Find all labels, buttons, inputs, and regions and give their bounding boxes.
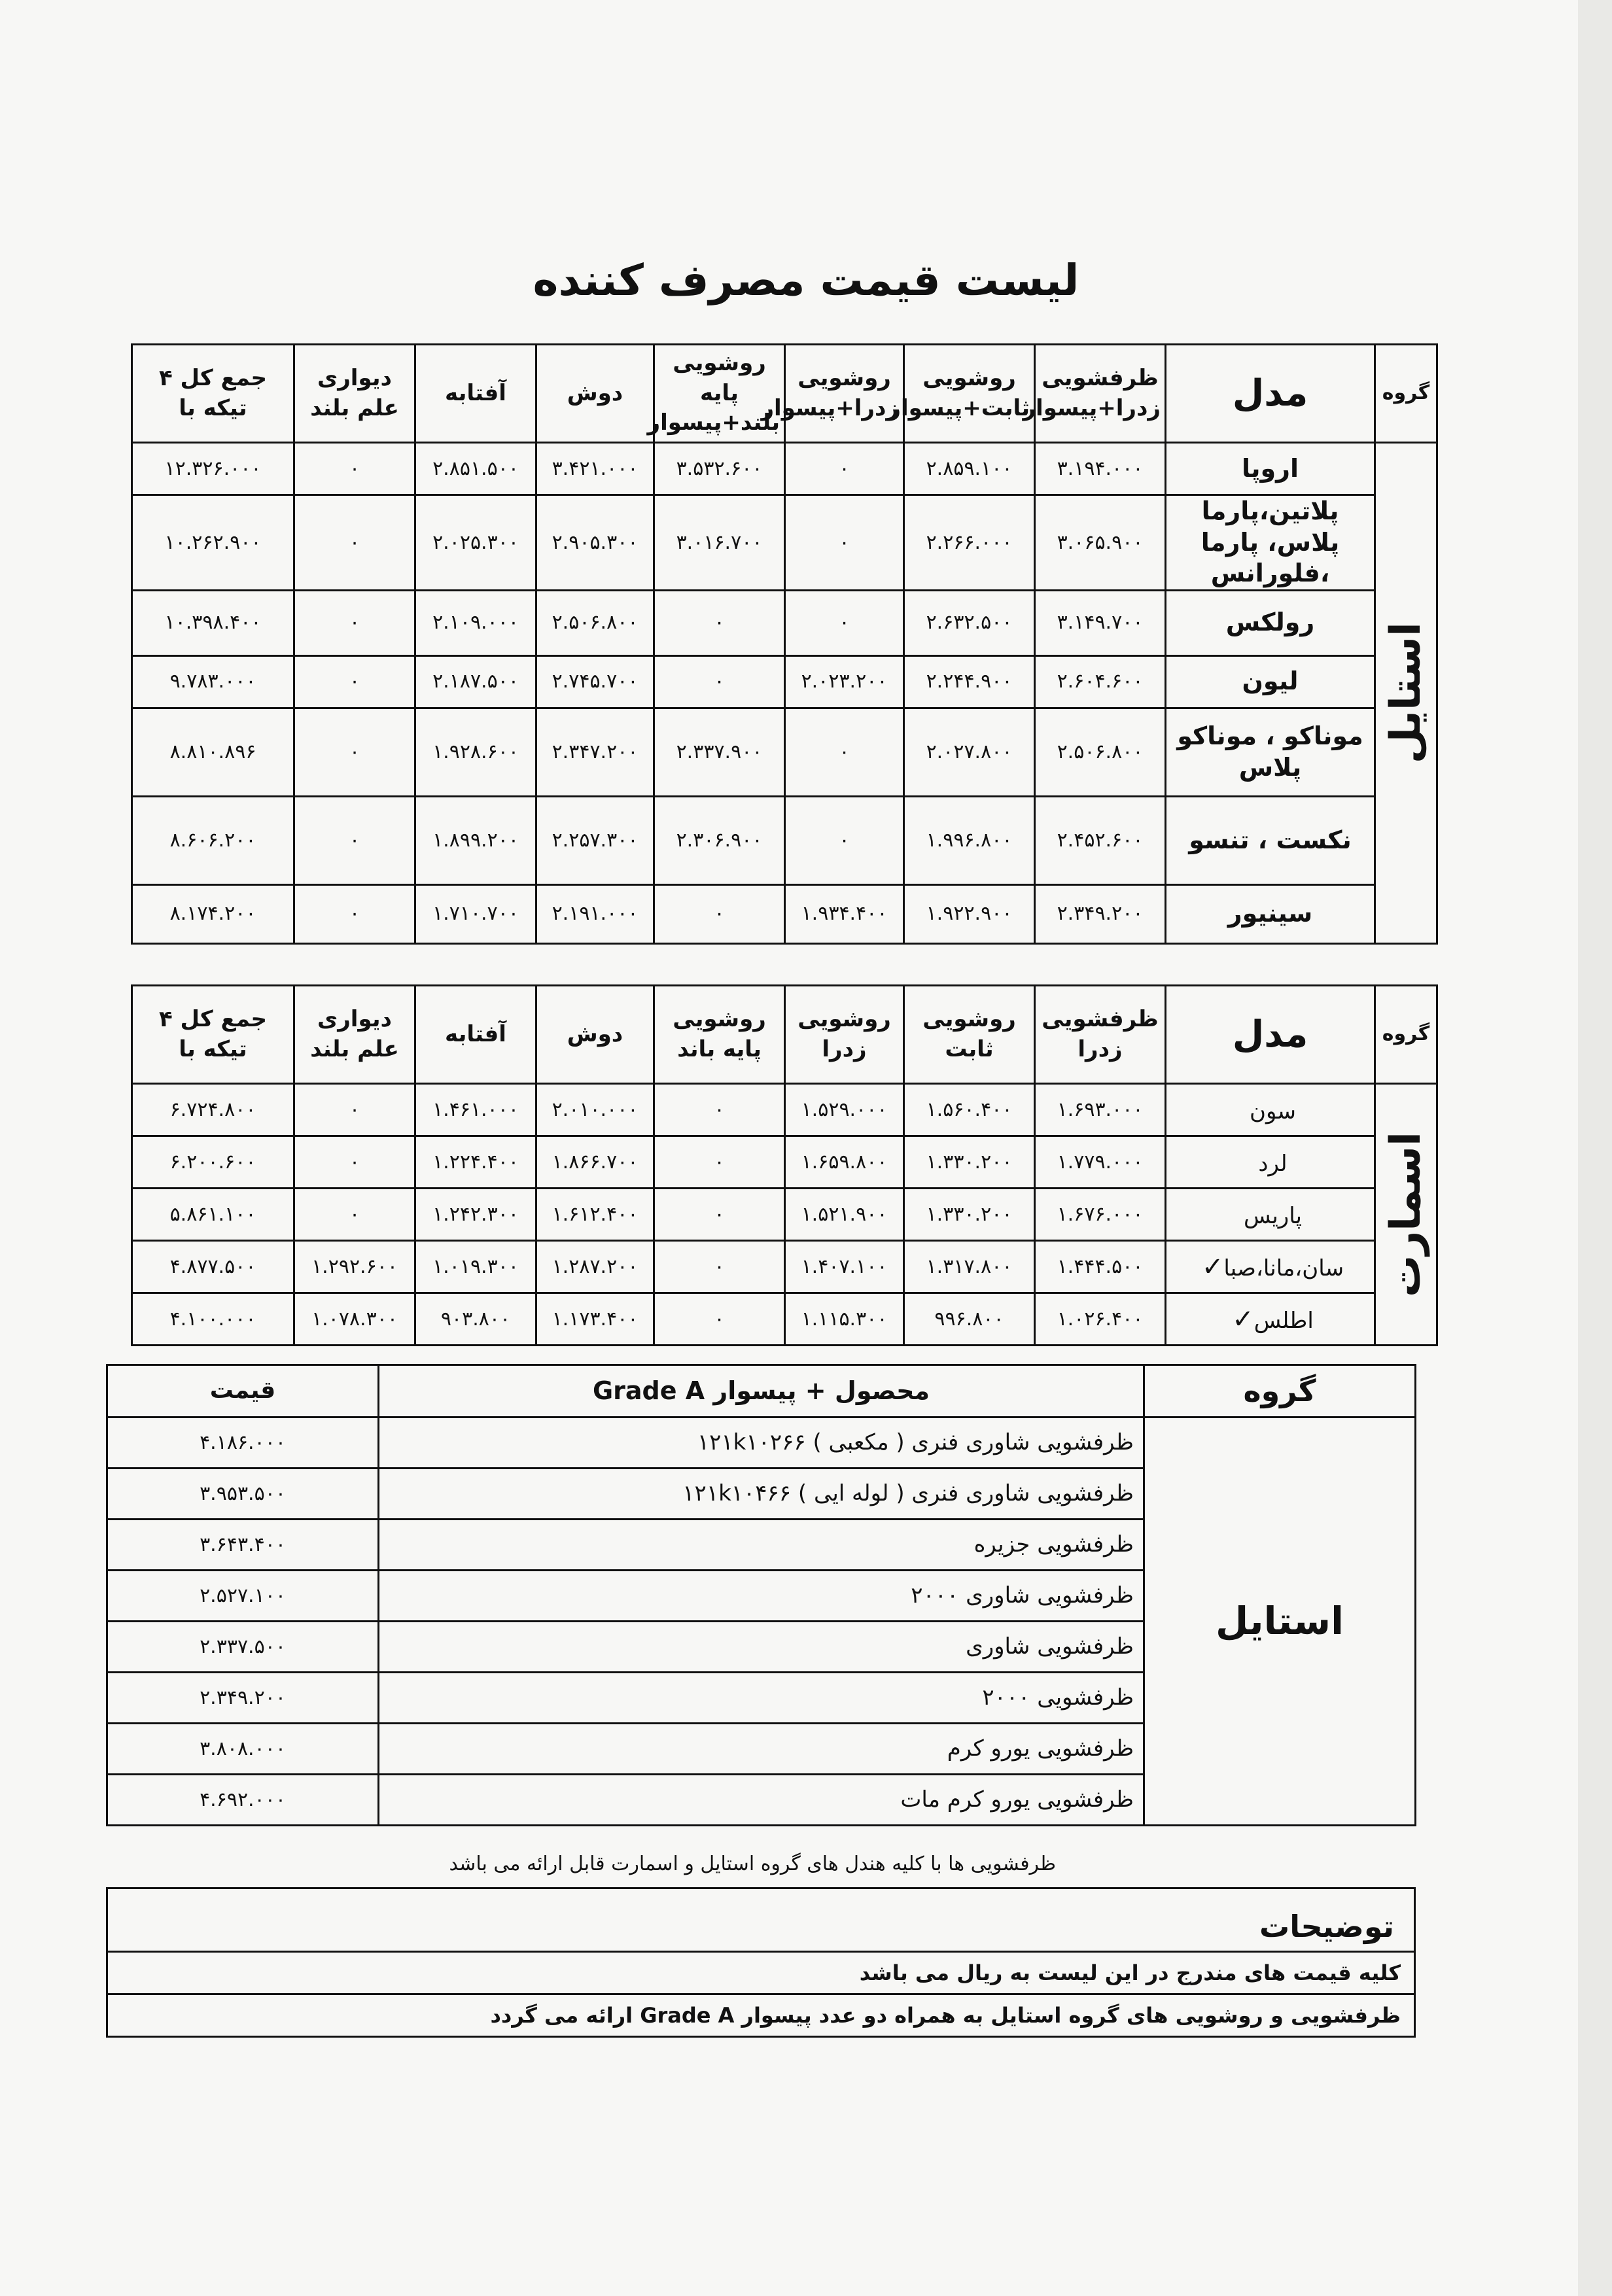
- wall-cell: ۰: [294, 884, 415, 943]
- product-cell: ظرفشویی جزیره: [379, 1520, 1144, 1571]
- wall-cell: ۰: [294, 443, 415, 495]
- basin-fixed-cell: ۲.۰۲۷.۸۰۰: [904, 708, 1035, 796]
- description-line: ظرفشویی و روشویی های گروه استایل به همراه دو عدد پیسوار Grade A ارائه می گردد: [108, 1993, 1414, 2036]
- basin-pedestal-cell: ۰: [654, 590, 785, 655]
- sink-cell: ۱.۷۷۹.۰۰۰: [1035, 1136, 1166, 1189]
- sink-cell: ۳.۱۹۴.۰۰۰: [1035, 443, 1166, 495]
- header-basin-fixed: روشویی ثابت: [904, 986, 1035, 1084]
- model-label: سون: [1249, 1098, 1297, 1124]
- header-model: مدل: [1166, 345, 1375, 443]
- handles-note: ظرفشویی ها با کلیه هندل های گروه استایل و اسمارت قابل ارائه می باشد: [449, 1852, 1056, 1875]
- total-cell: ۸.۸۱۰.۸۹۶: [132, 708, 294, 796]
- basin-pedestal-cell: ۰: [654, 655, 785, 708]
- total-cell: ۱۲.۳۲۶.۰۰۰: [132, 443, 294, 495]
- basin-fixed-cell: ۱.۵۶۰.۴۰۰: [904, 1084, 1035, 1136]
- shower-cell: ۲.۱۹۱.۰۰۰: [536, 884, 654, 943]
- wall-cell: ۰: [294, 1189, 415, 1241]
- basin-zedra-cell: ۱.۵۲۹.۰۰۰: [785, 1084, 904, 1136]
- wall-cell: ۰: [294, 590, 415, 655]
- total-cell: ۸.۱۷۴.۲۰۰: [132, 884, 294, 943]
- basin-fixed-cell: ۱.۹۲۲.۹۰۰: [904, 884, 1035, 943]
- total-cell: ۴.۱۰۰.۰۰۰: [132, 1293, 294, 1346]
- header-aftabeh: آفتابه: [415, 986, 536, 1084]
- table-row: [132, 443, 1437, 495]
- price-cell: ۴.۶۹۲.۰۰۰: [107, 1775, 379, 1826]
- price-cell: ۲.۵۲۷.۱۰۰: [107, 1571, 379, 1622]
- product-cell: ظرفشویی شاوری: [379, 1622, 1144, 1673]
- model-cell: [1166, 1189, 1375, 1241]
- total-cell: ۴.۸۷۷.۵۰۰: [132, 1241, 294, 1293]
- basin-zedra-cell: ۰: [785, 796, 904, 884]
- shower-cell: ۳.۴۲۱.۰۰۰: [536, 443, 654, 495]
- shower-cell: ۱.۱۷۳.۴۰۰: [536, 1293, 654, 1346]
- sink-cell: ۳.۰۶۵.۹۰۰: [1035, 495, 1166, 591]
- header-basin-zedra: روشویی زدرا: [785, 986, 904, 1084]
- basin-pedestal-cell: ۰: [654, 1189, 785, 1241]
- table-row: [132, 708, 1437, 796]
- header-aftabeh: آفتابه: [415, 345, 536, 443]
- basin-fixed-cell: ۲.۶۳۲.۵۰۰: [904, 590, 1035, 655]
- shower-cell: ۱.۲۸۷.۲۰۰: [536, 1241, 654, 1293]
- shower-cell: ۲.۹۰۵.۳۰۰: [536, 495, 654, 591]
- shower-cell: ۲.۳۴۷.۲۰۰: [536, 708, 654, 796]
- table-header-row: [107, 1365, 1416, 1418]
- shower-cell: ۱.۸۶۶.۷۰۰: [536, 1136, 654, 1189]
- header-total: جمع کل ۴ تیکه با: [132, 345, 294, 443]
- price-cell: ۳.۶۴۳.۴۰۰: [107, 1520, 379, 1571]
- basin-fixed-cell: ۹۹۶.۸۰۰: [904, 1293, 1035, 1346]
- shower-cell: ۲.۵۰۶.۸۰۰: [536, 590, 654, 655]
- descriptions-title: توضیحات: [1259, 1909, 1394, 1944]
- style-price-table: [131, 343, 1438, 945]
- total-cell: ۱۰.۳۹۸.۴۰۰: [132, 590, 294, 655]
- product-cell: ظرفشویی شاوری فنری ( مکعبی ) ۱۲۱k۱۰۲۶۶: [379, 1418, 1144, 1469]
- model-cell: سینیور: [1166, 884, 1375, 943]
- description-line: کلیه قیمت های مندرج در این لیست به ریال می باشد: [108, 1951, 1414, 1993]
- check-icon: ✓: [1232, 1304, 1254, 1334]
- group-label: اسمارت: [1382, 1132, 1430, 1297]
- aftabeh-cell: ۲.۱۰۹.۰۰۰: [415, 590, 536, 655]
- aftabeh-cell: ۱.۷۱۰.۷۰۰: [415, 884, 536, 943]
- header-shower: دوش: [536, 986, 654, 1084]
- basin-pedestal-cell: ۰: [654, 1293, 785, 1346]
- header-sink: ظرفشویی زدرا+پیسوار: [1035, 345, 1166, 443]
- basin-zedra-cell: ۰: [785, 708, 904, 796]
- check-icon: ✓: [1201, 1251, 1224, 1282]
- total-cell: ۶.۷۲۴.۸۰۰: [132, 1084, 294, 1136]
- table-row: [132, 655, 1437, 708]
- model-cell: لیون: [1166, 655, 1375, 708]
- aftabeh-cell: ۹۰۳.۸۰۰: [415, 1293, 536, 1346]
- basin-zedra-cell: ۱.۱۱۵.۳۰۰: [785, 1293, 904, 1346]
- table-header-row: [132, 345, 1437, 443]
- wall-cell: ۱.۲۹۲.۶۰۰: [294, 1241, 415, 1293]
- basin-zedra-cell: ۰: [785, 495, 904, 591]
- model-cell: پلاتین،پارما پلاس، پارما ،فلورانس: [1166, 495, 1375, 591]
- wall-cell: ۰: [294, 708, 415, 796]
- smart-price-table: [131, 984, 1438, 1346]
- sink-cell: ۱.۰۲۶.۴۰۰: [1035, 1293, 1166, 1346]
- basin-fixed-cell: ۲.۲۴۴.۹۰۰: [904, 655, 1035, 708]
- table-row: [132, 1241, 1437, 1293]
- header-basin-pedestal: روشویی پایه باند: [654, 986, 785, 1084]
- table-row: [132, 884, 1437, 943]
- header-wall: دیواری علم بلند: [294, 986, 415, 1084]
- total-cell: ۹.۷۸۳.۰۰۰: [132, 655, 294, 708]
- header-basin-zedra: روشویی زدرا+پیسوار: [785, 345, 904, 443]
- model-cell: موناکو ، موناکو پلاس: [1166, 708, 1375, 796]
- wall-cell: ۰: [294, 796, 415, 884]
- table-row: [132, 1189, 1437, 1241]
- table-header-row: [132, 986, 1437, 1084]
- wall-cell: ۰: [294, 655, 415, 708]
- model-cell: [1166, 1136, 1375, 1189]
- header-shower: دوش: [536, 345, 654, 443]
- model-label: لرد: [1258, 1150, 1288, 1177]
- basin-fixed-cell: ۱.۳۳۰.۲۰۰: [904, 1136, 1035, 1189]
- table-row: [132, 1293, 1437, 1346]
- group-cell: [1375, 1084, 1437, 1346]
- basin-fixed-cell: ۲.۸۵۹.۱۰۰: [904, 443, 1035, 495]
- sink-cell: ۲.۴۵۲.۶۰۰: [1035, 796, 1166, 884]
- aftabeh-cell: ۲.۸۵۱.۵۰۰: [415, 443, 536, 495]
- header-sink: ظرفشویی زدرا: [1035, 986, 1166, 1084]
- header-basin-fixed: روشویی ثابت+پیسوار: [904, 345, 1035, 443]
- sink-cell: ۲.۵۰۶.۸۰۰: [1035, 708, 1166, 796]
- model-cell: رولکس: [1166, 590, 1375, 655]
- header-total: جمع کل ۴ تیکه با: [132, 986, 294, 1084]
- model-cell: [1166, 1241, 1375, 1293]
- basin-pedestal-cell: ۲.۳۳۷.۹۰۰: [654, 708, 785, 796]
- shower-cell: ۲.۲۵۷.۳۰۰: [536, 796, 654, 884]
- product-cell: ظرفشویی شاوری ۲۰۰۰: [379, 1571, 1144, 1622]
- basin-pedestal-cell: ۲.۳۰۶.۹۰۰: [654, 796, 785, 884]
- header-basin-pedestal: روشویی پایه بلند+پیسوار: [654, 345, 785, 443]
- wall-cell: ۱.۰۷۸.۳۰۰: [294, 1293, 415, 1346]
- header-group: گروه: [1375, 345, 1437, 443]
- header-product: محصول + پیسوار Grade A: [379, 1365, 1144, 1418]
- sink-cell: ۲.۳۴۹.۲۰۰: [1035, 884, 1166, 943]
- table-row: [132, 1084, 1437, 1136]
- price-cell: ۳.۸۰۸.۰۰۰: [107, 1724, 379, 1775]
- sink-cell: ۲.۶۰۴.۶۰۰: [1035, 655, 1166, 708]
- descriptions-box: [106, 1887, 1416, 2038]
- sink-cell: ۳.۱۴۹.۷۰۰: [1035, 590, 1166, 655]
- basin-fixed-cell: ۱.۳۱۷.۸۰۰: [904, 1241, 1035, 1293]
- basin-zedra-cell: ۲.۰۲۳.۲۰۰: [785, 655, 904, 708]
- model-label: اطلس: [1253, 1307, 1314, 1334]
- basin-zedra-cell: ۰: [785, 590, 904, 655]
- basin-pedestal-cell: ۰: [654, 1241, 785, 1293]
- aftabeh-cell: ۲.۱۸۷.۵۰۰: [415, 655, 536, 708]
- group-cell: [1375, 443, 1437, 944]
- aftabeh-cell: ۱.۲۲۴.۴۰۰: [415, 1136, 536, 1189]
- total-cell: ۵.۸۶۱.۱۰۰: [132, 1189, 294, 1241]
- table-row: [132, 495, 1437, 591]
- model-cell: [1166, 1293, 1375, 1346]
- basin-pedestal-cell: ۳.۰۱۶.۷۰۰: [654, 495, 785, 591]
- basin-pedestal-cell: ۰: [654, 884, 785, 943]
- page-title: لیست قیمت مصرف کننده: [533, 255, 1079, 305]
- aftabeh-cell: ۱.۰۱۹.۳۰۰: [415, 1241, 536, 1293]
- basin-zedra-cell: ۱.۶۵۹.۸۰۰: [785, 1136, 904, 1189]
- page-edge: [1578, 0, 1612, 2296]
- aftabeh-cell: ۱.۹۲۸.۶۰۰: [415, 708, 536, 796]
- basin-zedra-cell: ۱.۴۰۷.۱۰۰: [785, 1241, 904, 1293]
- product-cell: ظرفشویی یورو کرم مات: [379, 1775, 1144, 1826]
- aftabeh-cell: ۱.۴۶۱.۰۰۰: [415, 1084, 536, 1136]
- basin-fixed-cell: ۲.۲۶۶.۰۰۰: [904, 495, 1035, 591]
- wall-cell: ۰: [294, 1136, 415, 1189]
- table-row: [107, 1418, 1416, 1469]
- wall-cell: ۰: [294, 495, 415, 591]
- shower-cell: ۲.۰۱۰.۰۰۰: [536, 1084, 654, 1136]
- header-price: قیمت: [107, 1365, 379, 1418]
- group-label: استایل: [1382, 622, 1430, 764]
- total-cell: ۸.۶۰۶.۲۰۰: [132, 796, 294, 884]
- price-cell: ۲.۳۳۷.۵۰۰: [107, 1622, 379, 1673]
- table-row: [132, 590, 1437, 655]
- model-cell: [1166, 1084, 1375, 1136]
- aftabeh-cell: ۱.۲۴۲.۳۰۰: [415, 1189, 536, 1241]
- basin-zedra-cell: ۰: [785, 443, 904, 495]
- product-cell: ظرفشویی یورو کرم: [379, 1724, 1144, 1775]
- basin-zedra-cell: ۱.۹۳۴.۴۰۰: [785, 884, 904, 943]
- table-row: [132, 1136, 1437, 1189]
- sink-cell: ۱.۶۹۳.۰۰۰: [1035, 1084, 1166, 1136]
- aftabeh-cell: ۱.۸۹۹.۲۰۰: [415, 796, 536, 884]
- shower-cell: ۱.۶۱۲.۴۰۰: [536, 1189, 654, 1241]
- aftabeh-cell: ۲.۰۲۵.۳۰۰: [415, 495, 536, 591]
- model-cell: نکست ، تنسو: [1166, 796, 1375, 884]
- sink-cell: ۱.۴۴۴.۵۰۰: [1035, 1241, 1166, 1293]
- header-model: مدل: [1166, 986, 1375, 1084]
- sink-cell: ۱.۶۷۶.۰۰۰: [1035, 1189, 1166, 1241]
- basin-zedra-cell: ۱.۵۲۱.۹۰۰: [785, 1189, 904, 1241]
- model-label: پاریس: [1243, 1202, 1303, 1229]
- header-group: گروه: [1375, 986, 1437, 1084]
- basin-pedestal-cell: ۰: [654, 1084, 785, 1136]
- basin-pedestal-cell: ۰: [654, 1136, 785, 1189]
- price-cell: ۴.۱۸۶.۰۰۰: [107, 1418, 379, 1469]
- total-cell: ۱۰.۲۶۲.۹۰۰: [132, 495, 294, 591]
- basin-pedestal-cell: ۳.۵۳۲.۶۰۰: [654, 443, 785, 495]
- product-cell: ظرفشویی ۲۰۰۰: [379, 1673, 1144, 1724]
- product-price-table: [106, 1364, 1416, 1826]
- header-wall: دیواری علم بلند: [294, 345, 415, 443]
- total-cell: ۶.۲۰۰.۶۰۰: [132, 1136, 294, 1189]
- wall-cell: ۰: [294, 1084, 415, 1136]
- model-cell: اروپا: [1166, 443, 1375, 495]
- price-cell: ۳.۹۵۳.۵۰۰: [107, 1469, 379, 1520]
- shower-cell: ۲.۷۴۵.۷۰۰: [536, 655, 654, 708]
- basin-fixed-cell: ۱.۳۳۰.۲۰۰: [904, 1189, 1035, 1241]
- product-cell: ظرفشویی شاوری فنری ( لوله ایی ) ۱۲۱k۱۰۴۶۶: [379, 1469, 1144, 1520]
- header-group: گروه: [1144, 1365, 1416, 1418]
- group-cell: استایل: [1144, 1418, 1416, 1826]
- price-cell: ۲.۳۴۹.۲۰۰: [107, 1673, 379, 1724]
- model-label: سان،مانا،صبا: [1223, 1255, 1344, 1281]
- table-row: [132, 796, 1437, 884]
- basin-fixed-cell: ۱.۹۹۶.۸۰۰: [904, 796, 1035, 884]
